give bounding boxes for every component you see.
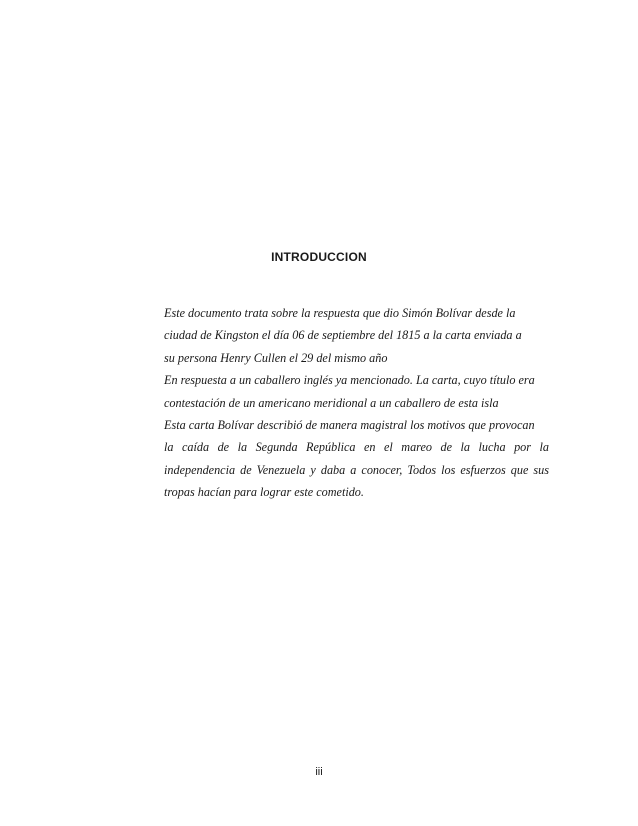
text-line: En respuesta a un caballero inglés ya mencionado. La carta, cuyo título era (164, 373, 535, 388)
text-line: Este documento trata sobre la respuesta que dio Simón Bolívar desde la (164, 306, 516, 320)
page-number: iii (315, 766, 323, 778)
page-title: INTRODUCCION (271, 250, 367, 264)
text-line: tropas hacían para lograr este cometido. (164, 485, 364, 500)
body-paragraph (164, 302, 549, 504)
text-line: contestación de un americano meridional a un caballero de esta isla (164, 395, 499, 410)
text-line: ciudad de Kingston el día 06 de septiembre del 1815 a la carta enviada a (164, 328, 522, 343)
text-line: la caída de la Segunda República en el mareo de la lucha por la (164, 440, 549, 455)
text-line: su persona Henry Cullen el 29 del mismo año (164, 350, 388, 365)
text-line: independencia de Venezuela y daba a conocer, Todos los esfuerzos que sus (164, 462, 549, 477)
text-line: Esta carta Bolívar describió de manera magistral los motivos que provocan (164, 417, 535, 432)
